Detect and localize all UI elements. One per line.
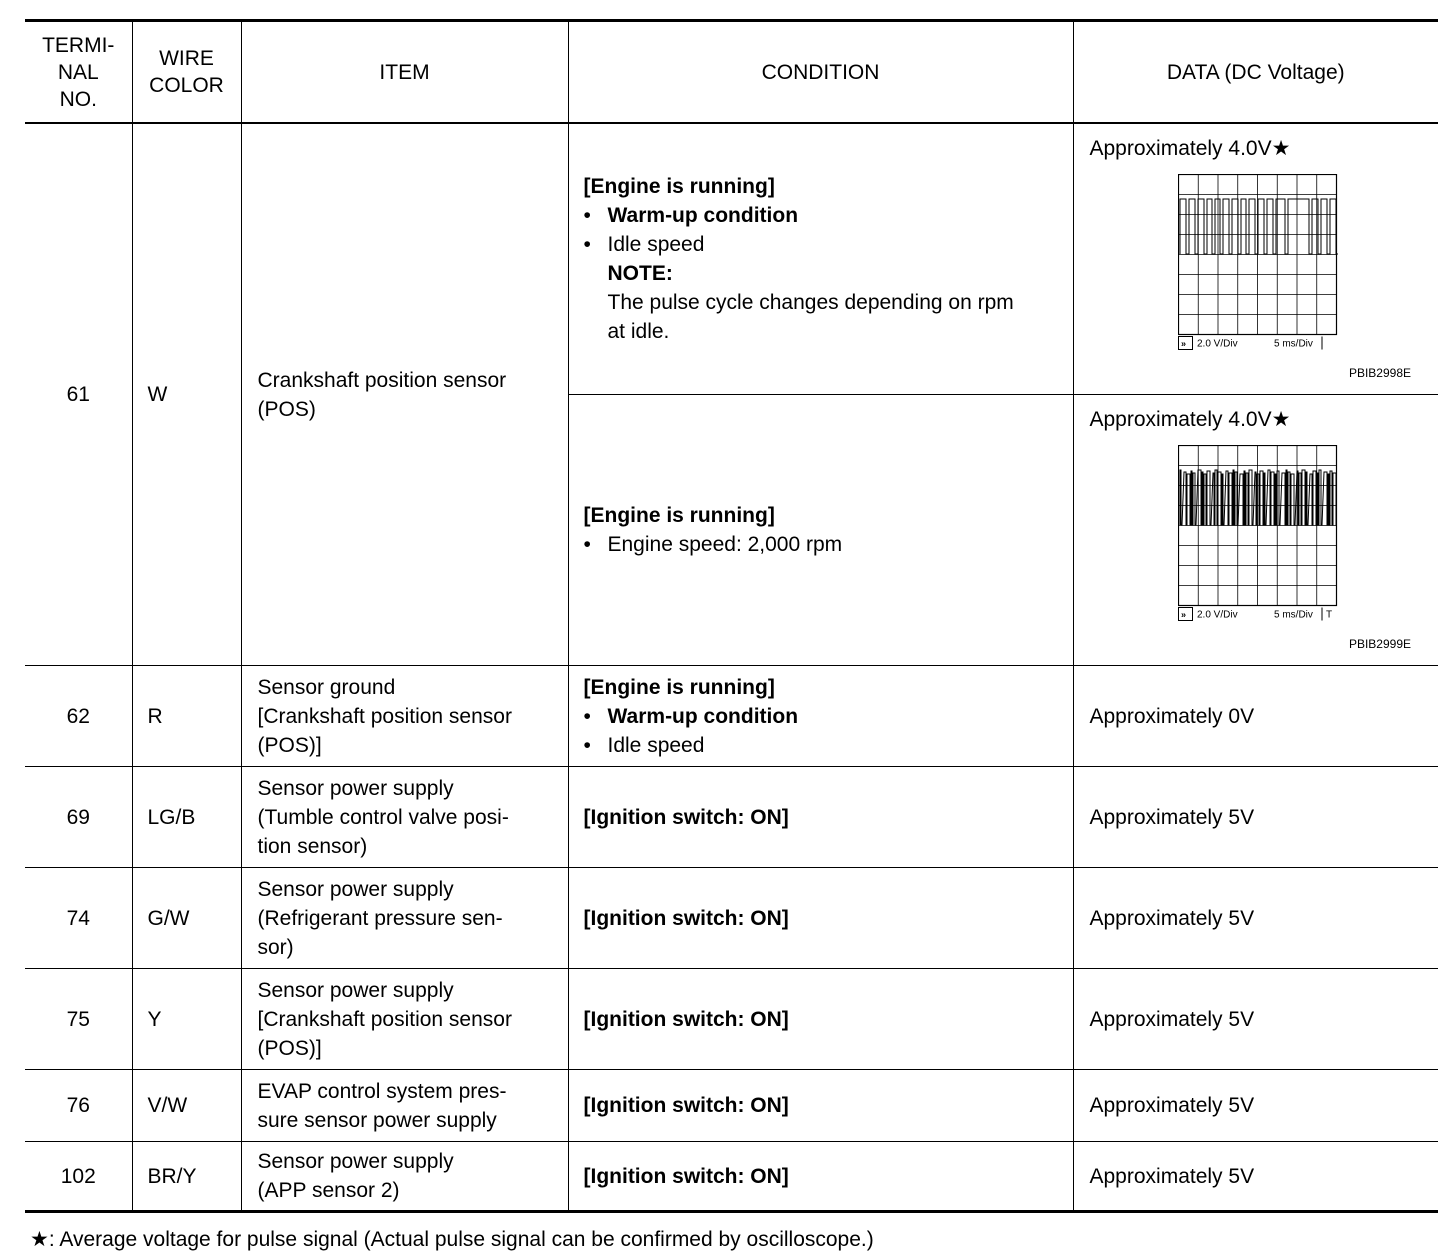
header-wire-color (132, 21, 241, 124)
scope-volt-div: 2.0 V/Div (1196, 609, 1238, 621)
table-row (25, 767, 1438, 868)
item-cell (241, 767, 568, 868)
bullet-glyph: • (583, 733, 591, 757)
item-cell (241, 123, 568, 666)
condition-cell: [Ignition switch: ON] (568, 1070, 1073, 1142)
bullet-glyph: • (583, 704, 591, 728)
item-cell (241, 969, 568, 1070)
data-value (1090, 405, 1291, 434)
footnote-text: : Average voltage for pulse signal (Actual pulse signal can be confirmed by oscilloscope.) (48, 1228, 874, 1251)
header-row (25, 21, 1438, 124)
wire-color-cell: Y (132, 969, 241, 1070)
bullet-item (584, 230, 1061, 259)
data-cell: Approximately 5V (1073, 767, 1438, 868)
data-cell: Approximately 5V (1073, 868, 1438, 969)
header-item: ITEM (241, 21, 568, 124)
item-line: [Crankshaft position sensor (257, 704, 512, 728)
terminal-cell: 69 (25, 767, 132, 868)
data-cell: Approximately 5V (1073, 969, 1438, 1070)
data-cell: Approximately 5V (1073, 1070, 1438, 1142)
data-value (1090, 134, 1291, 163)
item-cell (241, 868, 568, 969)
wire-color-cell: V/W (132, 1070, 241, 1142)
terminal-cell: 61 (25, 123, 132, 666)
table-row (25, 868, 1438, 969)
condition-cell (568, 666, 1073, 767)
figure-code: PBIB2998E (1348, 366, 1411, 380)
header-data: DATA (DC Voltage) (1073, 21, 1438, 124)
scope-arrows: » (1180, 609, 1186, 620)
data-cell: Approximately 0V (1073, 666, 1438, 767)
condition-title: [Engine is running] (583, 504, 775, 527)
figure-code: PBIB2999E (1348, 637, 1411, 651)
bullet-text: Warm-up condition (607, 704, 799, 728)
item-cell (241, 666, 568, 767)
terminal-cell: 74 (25, 868, 132, 969)
terminal-cell: 102 (25, 1142, 132, 1212)
bullet-item (584, 530, 1061, 559)
table-row (25, 969, 1438, 1070)
terminal-cell: 75 (25, 969, 132, 1070)
bullet-item (584, 731, 1061, 760)
star-icon: ★ (1271, 137, 1291, 160)
header-terminal-no (25, 21, 132, 124)
scope-arrows: » (1180, 338, 1186, 349)
header-terminal-line2: NAL (57, 60, 99, 84)
data-text: Approximately 4.0V (1089, 408, 1272, 431)
table-row (25, 1070, 1438, 1142)
bullet-text: Idle speed (607, 233, 705, 256)
condition-title: [Engine is running] (583, 675, 775, 699)
table-row (25, 666, 1438, 767)
header-condition: CONDITION (568, 21, 1073, 124)
data-cell: Approximately 5V (1073, 1142, 1438, 1212)
note-text: The pulse cycle changes depending on rpm (607, 291, 1014, 314)
item-line: [Crankshaft position sensor (257, 1007, 512, 1031)
item-line: sure sensor power supply (257, 1108, 497, 1132)
item-line: Sensor power supply (257, 978, 454, 1002)
data-cell (1073, 123, 1438, 395)
bullet-item (584, 702, 1061, 731)
condition-cell: [Ignition switch: ON] (568, 767, 1073, 868)
bullet-glyph: • (583, 533, 591, 556)
star-icon: ★ (1271, 408, 1291, 431)
star-icon: ★ (30, 1228, 49, 1251)
condition-cell: [Ignition switch: ON] (568, 868, 1073, 969)
header-terminal-line1: TERMI- (42, 33, 115, 57)
wire-color-cell: G/W (132, 868, 241, 969)
oscilloscope-waveform-2000rpm (1178, 445, 1338, 625)
bullet-glyph: • (583, 204, 591, 227)
condition-title: [Engine is running] (583, 175, 775, 198)
condition-cell: [Ignition switch: ON] (568, 969, 1073, 1070)
item-cell (241, 1070, 568, 1142)
scope-t-marker: T (1325, 609, 1332, 621)
item-line: (APP sensor 2) (257, 1179, 400, 1202)
item-line: tion sensor) (257, 834, 368, 858)
item-line: (Refrigerant pressure sen- (257, 906, 503, 930)
scope-waveform (1180, 470, 1337, 525)
scope-volt-div: 2.0 V/Div (1196, 338, 1238, 350)
header-wire-line1: WIRE (159, 47, 214, 70)
item-line: Sensor ground (257, 675, 396, 699)
bullet-glyph: • (583, 233, 591, 256)
scope-time-div: 5 ms/Div (1273, 338, 1313, 350)
data-text: Approximately 4.0V (1089, 137, 1272, 160)
table-row (25, 1142, 1438, 1212)
item-cell (241, 1142, 568, 1212)
condition-cell (568, 395, 1073, 666)
item-line: Sensor power supply (257, 776, 454, 800)
item-line: sor) (257, 935, 294, 959)
item-line: (Tumble control valve posi- (257, 805, 509, 829)
data-cell (1073, 395, 1438, 666)
bullet-text: Warm-up condition (607, 204, 799, 227)
bullet-text: Idle speed (607, 733, 705, 757)
item-line: EVAP control system pres- (257, 1079, 507, 1103)
bullet-text: Engine speed: 2,000 rpm (607, 533, 843, 556)
oscilloscope-waveform-idle (1178, 174, 1338, 354)
wire-color-cell: BR/Y (132, 1142, 241, 1212)
terminal-cell: 76 (25, 1070, 132, 1142)
item-line: Sensor power supply (257, 877, 454, 901)
header-terminal-line3: NO. (59, 87, 97, 111)
bullet-item (584, 201, 1061, 230)
item-line: Sensor power supply (257, 1150, 454, 1173)
scope-time-div: 5 ms/Div (1273, 609, 1313, 621)
wire-color-cell: LG/B (132, 767, 241, 868)
condition-cell (568, 123, 1073, 395)
item-line: (POS)] (257, 1036, 322, 1060)
item-line: (POS) (257, 397, 316, 421)
wire-color-cell: W (132, 123, 241, 666)
terminal-cell: 62 (25, 666, 132, 767)
terminal-data-table (25, 19, 1438, 1213)
footnote (30, 1226, 874, 1254)
item-line: Crankshaft position sensor (257, 368, 507, 392)
table-row (25, 123, 1438, 395)
condition-cell: [Ignition switch: ON] (568, 1142, 1073, 1212)
item-line: (POS)] (257, 733, 322, 757)
header-wire-line2: COLOR (149, 74, 224, 97)
wire-color-cell: R (132, 666, 241, 767)
note-text: at idle. (607, 320, 670, 343)
note-label: NOTE: (607, 262, 673, 285)
